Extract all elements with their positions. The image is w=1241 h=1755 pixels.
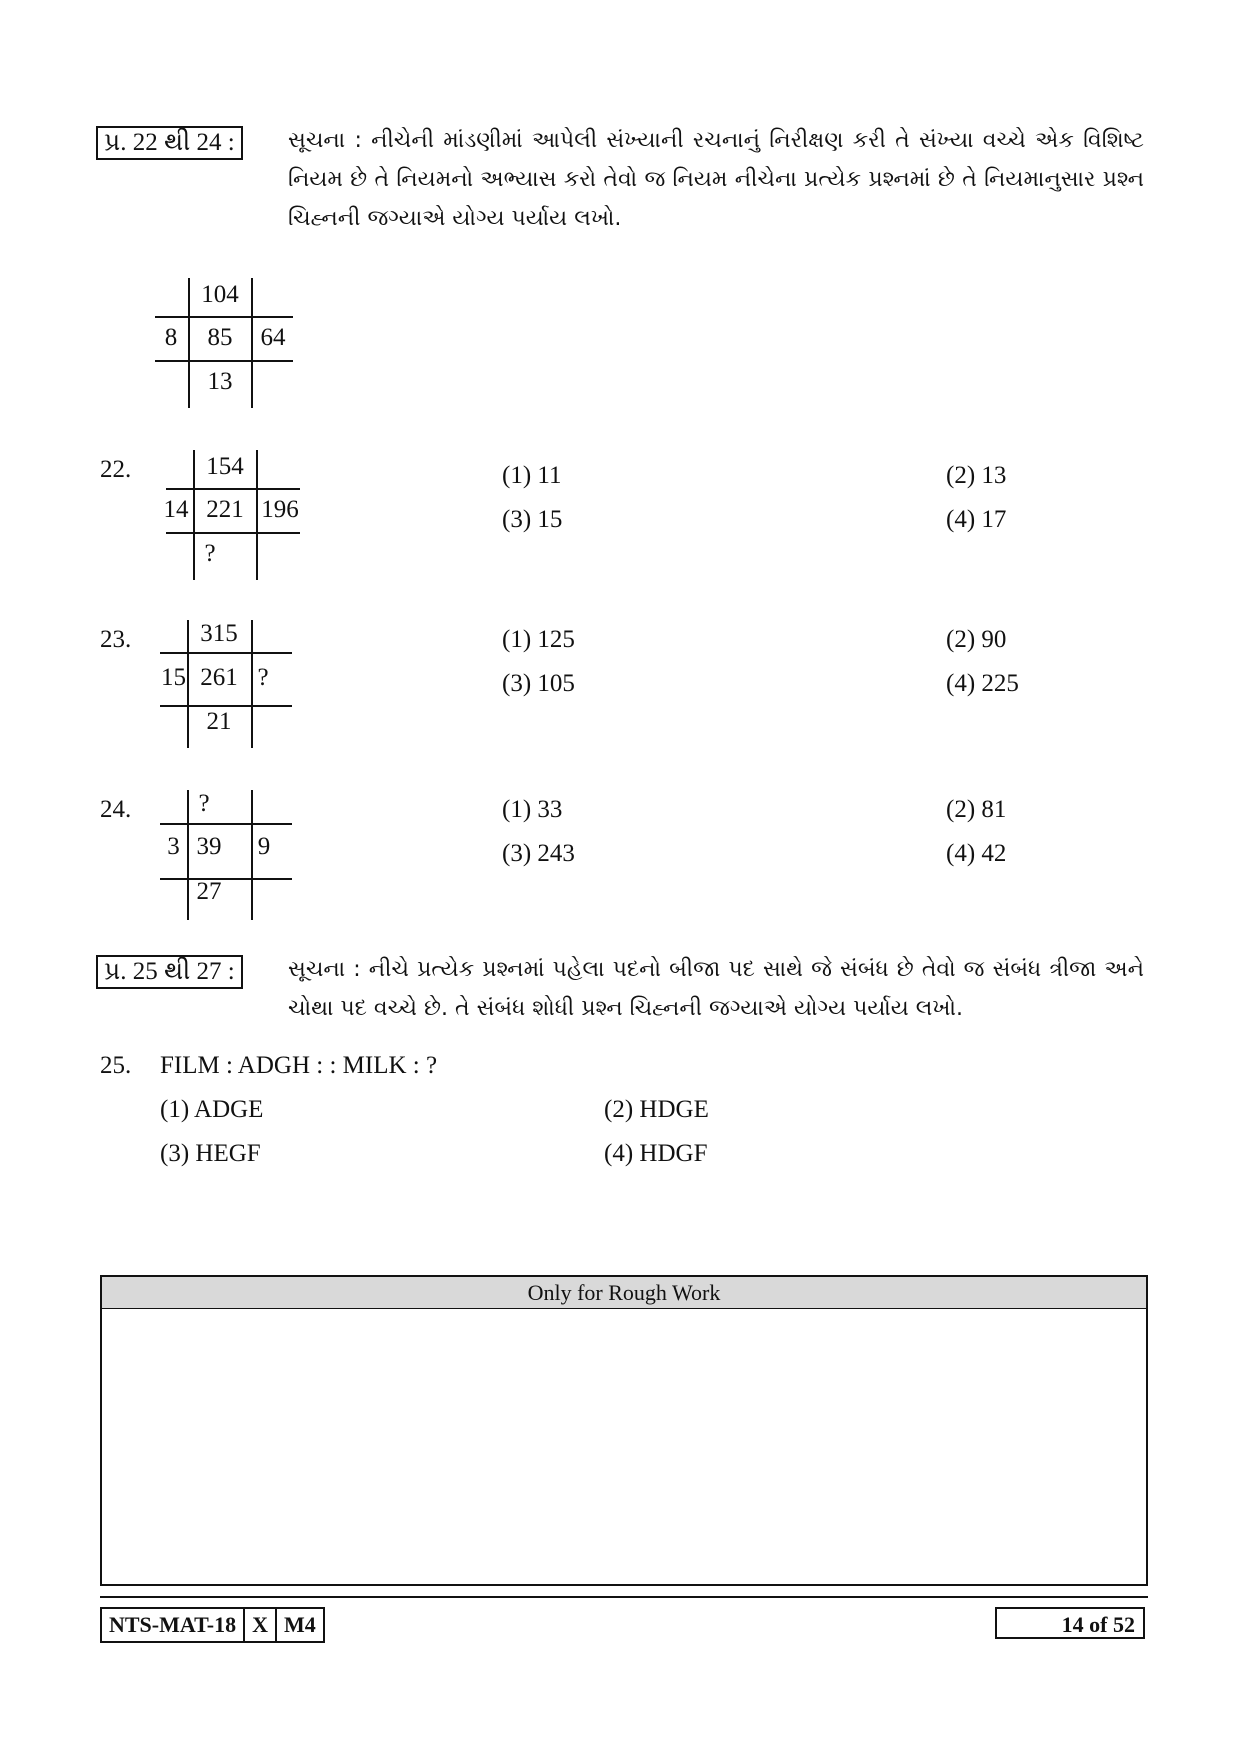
option-2[interactable]: (2) HDGE [604,1096,709,1123]
option-4[interactable]: (4) 42 [946,840,1007,867]
grid-bottom: 27 [196,878,222,905]
option-2[interactable]: (2) 90 [946,626,1007,653]
question-number: 23. [100,626,132,653]
option-3[interactable]: (3) 15 [502,506,563,533]
grid-right: 9 [257,833,271,860]
grid-top: 154 [206,453,244,480]
option-2[interactable]: (2) 81 [946,796,1007,823]
rough-work-box [100,1275,1148,1586]
paper-code-box [100,1607,325,1643]
grid-top: 104 [201,281,239,308]
grid-bottom: 21 [206,708,232,735]
footer-divider [100,1596,1148,1598]
option-1[interactable]: (1) 11 [502,462,562,489]
grid-top: ? [198,790,210,817]
section-instruction-25-27: સૂચના : નીચે પ્રત્યેક પ્રશ્નમાં પહેલા પદનો બીજા પદ સાથે જે સંબંધ છે તેવો જ સંબંધ ત્રીજા અને ચોથા પદ વચ્ચે છે. તે સંબંધ શોધી પ્રશ્ન ચિહ્નની જગ્યાએ યોગ્ય પર્યાય લખો. [288,957,1144,1021]
option-3[interactable]: (3) 105 [502,670,575,697]
grid-center: 221 [206,496,244,523]
grid-right: 64 [260,324,286,351]
grid-left: 15 [161,664,186,691]
grid-center: 261 [200,664,238,691]
option-1[interactable]: (1) 33 [502,796,563,823]
option-1[interactable]: (1) ADGE [160,1096,264,1123]
option-3[interactable]: (3) 243 [502,840,575,867]
option-1[interactable]: (1) 125 [502,626,575,653]
question-25-text: FILM : ADGH : : MILK : ? [160,1052,438,1079]
grid-left: 3 [167,833,180,860]
grid-right: ? [257,664,269,691]
grid-bottom: 13 [207,368,233,395]
section-label-25-27: પ્ર. 25 થી 27 : [96,955,243,989]
section-label-22-24: પ્ર. 22 થી 24 : [96,126,243,160]
question-number: 22. [100,456,132,483]
question-number: 25. [100,1052,132,1079]
paper-class: X [245,1609,277,1641]
option-4[interactable]: (4) 17 [946,506,1007,533]
option-2[interactable]: (2) 13 [946,462,1007,489]
grid-left: 14 [163,496,189,523]
paper-series: M4 [284,1612,316,1637]
grid-top: 315 [200,620,238,647]
grid-bottom: ? [204,540,216,567]
rough-work-title: Only for Rough Work [102,1277,1146,1309]
grid-center: 39 [196,833,222,860]
section-instruction-22-24: સૂચના : નીચેની માંડણીમાં આપેલી સંખ્યાની રચનાનું નિરીક્ષણ કરી તે સંખ્યા વચ્ચે એક વિશિષ્ટ નિયમ છે તે નિયમનો અભ્યાસ કરો તેવો જ નિયમ નીચેના પ્રત્યેક પ્રશ્નમાં છે તે નિયમાનુસાર પ્રશ્ન ચિહ્નની જગ્યાએ યોગ્ય પર્યાય લખો. [288,128,1144,231]
option-4[interactable]: (4) 225 [946,670,1019,697]
option-4[interactable]: (4) HDGF [604,1140,708,1167]
grid-center: 85 [207,324,233,351]
grid-right: 196 [261,496,299,523]
page-number: 14 of 52 [995,1607,1145,1639]
paper-code: NTS-MAT-18 [102,1609,245,1641]
grid-left: 8 [164,324,178,351]
question-number: 24. [100,796,132,823]
option-3[interactable]: (3) HEGF [160,1140,261,1167]
